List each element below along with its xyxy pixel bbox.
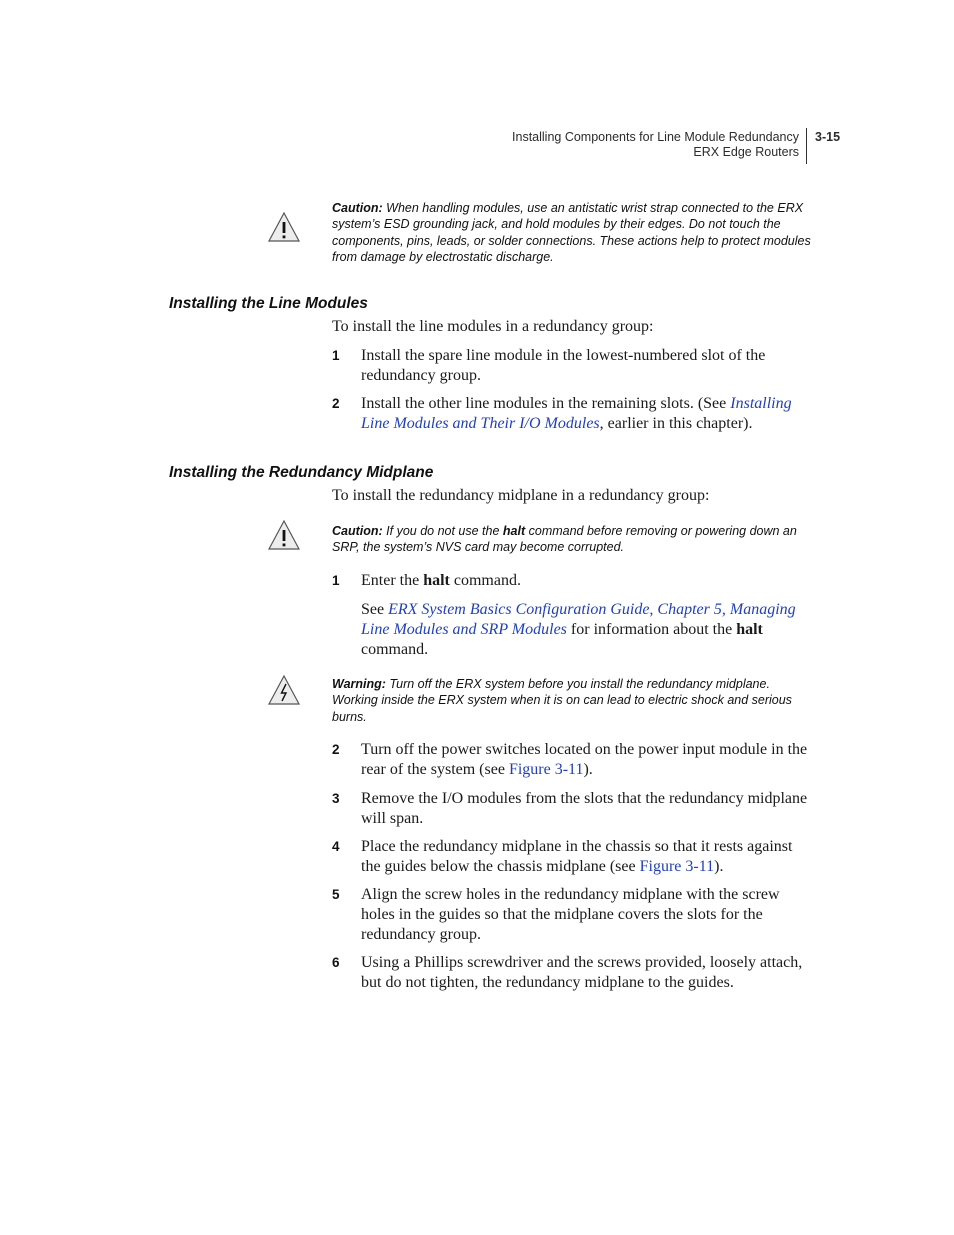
step-number: 6 xyxy=(332,955,340,970)
step-number: 1 xyxy=(332,573,340,588)
step-text-part: Place the redundancy midplane in the chassis so that it rests against the guides below the chassis midplane (see xyxy=(361,838,793,875)
figure-link[interactable]: Figure 3-11 xyxy=(639,858,715,875)
header-divider xyxy=(806,128,807,164)
step-text: Install the spare line module in the lowest-numbered slot of the redundancy group. xyxy=(361,347,766,384)
step-number: 5 xyxy=(332,887,340,902)
section-heading-redundancy-midplane: Installing the Redundancy Midplane xyxy=(169,464,434,481)
warning-label: Warning: xyxy=(332,677,386,691)
caution-text: If you do not use the xyxy=(382,524,503,538)
caution-icon xyxy=(267,519,301,551)
step-text-part: ). xyxy=(714,858,724,875)
see-suffix: command. xyxy=(361,641,429,658)
step-number: 2 xyxy=(332,742,340,757)
step-text-part: Install the other line modules in the remaining slots. (See xyxy=(361,395,731,412)
step-text xyxy=(361,571,813,591)
caution-text: command before removing or powering down an SRP, the system’s NVS card may become corrupted. xyxy=(332,524,797,555)
step-text: Remove the I/O modules from the slots that the redundancy midplane will span. xyxy=(361,790,808,827)
see-middle: for information about the xyxy=(566,621,737,638)
caution-note xyxy=(332,523,816,556)
header-product: ERX Edge Routers xyxy=(693,145,799,159)
see-prefix: See xyxy=(361,601,389,618)
step-number: 4 xyxy=(332,839,340,854)
halt-command: halt xyxy=(423,572,450,589)
electric-warning-icon xyxy=(267,674,301,706)
step-text xyxy=(361,837,813,877)
running-header xyxy=(512,130,799,160)
step-text xyxy=(361,394,813,434)
caution-icon xyxy=(267,211,301,243)
step-see-reference xyxy=(361,600,813,660)
caution-label: Caution: xyxy=(332,201,383,215)
section-intro: To install the redundancy midplane in a redundancy group: xyxy=(332,487,710,504)
step-number: 1 xyxy=(332,348,340,363)
warning-note xyxy=(332,676,816,725)
step-text: Using a Phillips screwdriver and the screws provided, loosely attach, but do not tighten, the redundancy midplane to the guides. xyxy=(361,954,803,991)
step-number: 2 xyxy=(332,396,340,411)
step-text-part: command. xyxy=(449,572,521,589)
step-text xyxy=(361,740,813,780)
xref-link-erx-system-basics[interactable]: ERX System Basics Configuration Guide, Chapter 5, Managing Line Modules and SRP Modules xyxy=(361,601,796,638)
step-text: Align the screw holes in the redundancy midplane with the screw holes in the guides so that the midplane covers the slots for the redundancy group. xyxy=(361,886,780,943)
step-text-part: Enter the xyxy=(361,572,424,589)
warning-text: Turn off the ERX system before you install the redundancy midplane. Working inside the ERX system when it is on can lead to electric shock and serious burns. xyxy=(332,677,792,724)
header-chapter-title: Installing Components for Line Module Redundancy xyxy=(512,130,799,144)
section-intro: To install the line modules in a redundancy group: xyxy=(332,318,654,335)
halt-command: halt xyxy=(502,524,526,538)
step-text-part: Turn off the power switches located on the power input module in the rear of the system (see xyxy=(361,741,808,778)
xref-link-installing-line-modules[interactable]: Installing Line Modules and Their I/O Modules xyxy=(361,395,792,432)
step-text-part: , earlier in this chapter). xyxy=(599,415,753,432)
step-text-part: ). xyxy=(583,761,593,778)
section-heading-line-modules: Installing the Line Modules xyxy=(169,295,368,312)
caution-note xyxy=(332,200,816,266)
step-number: 3 xyxy=(332,791,340,806)
page-number: 3-15 xyxy=(815,130,841,144)
halt-command: halt xyxy=(736,621,763,638)
caution-text: When handling modules, use an antistatic wrist strap connected to the ERX system’s ESD grounding jack, and hold modules by their edges. Do not touch the components, pins, leads, or solder connections. These actions help to protect modules from damage by electrostatic discharge. xyxy=(332,201,811,265)
figure-link[interactable]: Figure 3-11 xyxy=(508,761,584,778)
caution-label: Caution: xyxy=(332,524,383,538)
